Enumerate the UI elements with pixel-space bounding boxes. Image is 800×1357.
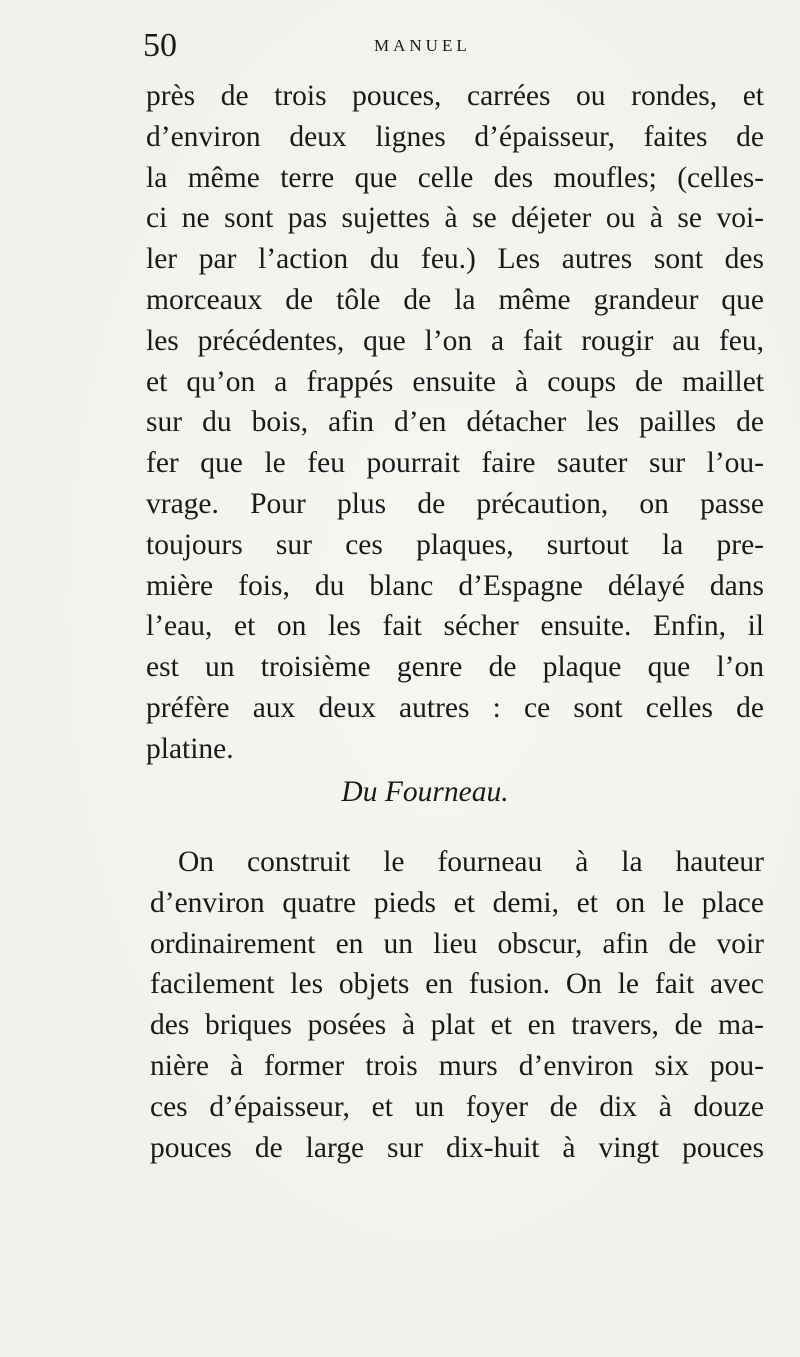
text-line: d’environ quatre pieds et demi, et on le place (150, 886, 764, 919)
text-line: toujours sur ces plaques, surtout la pre- (146, 528, 764, 561)
text-line: morceaux de tôle de la même grandeur que (146, 283, 764, 316)
text-line: fer que le feu pourrait faire sauter sur l’ou- (146, 447, 764, 480)
text-line: ordinairement en un lieu obscur, afin de voir (150, 927, 764, 960)
text-line: sur du bois, afin d’en détacher les pailles de (146, 406, 764, 439)
text-line: ci ne sont pas sujettes à se déjeter ou à se voi- (146, 202, 764, 235)
text-line: On construit le fourneau à la hauteur (178, 846, 764, 878)
text-line: des briques posées à plat et en travers, de ma- (150, 1009, 764, 1042)
paragraph-2 (150, 842, 764, 1168)
text-line: l’eau, et on les fait sécher ensuite. Enfin, il (146, 610, 764, 643)
text-line: près de trois pouces, carrées ou rondes, et (146, 80, 764, 112)
text-line: préfère aux deux autres : ce sont celles de (146, 691, 764, 724)
text-line: d’environ deux lignes d’épaisseur, faites de (146, 120, 764, 153)
text-line: vrage. Pour plus de précaution, on passe (146, 487, 764, 520)
section-heading: Du Fourneau. (341, 776, 509, 808)
text-line: et qu’on a frappés ensuite à coups de maillet (146, 365, 764, 398)
page-number: 50 (143, 27, 177, 64)
text-line: ces d’épaisseur, et un foyer de dix à douze (150, 1090, 764, 1123)
running-head: MANUEL (374, 36, 471, 55)
text-line: les précédentes, que l’on a fait rougir au feu, (146, 324, 764, 357)
text-line: pouces de large sur dix-huit à vingt pouces (150, 1131, 764, 1164)
paragraph-1 (146, 76, 764, 770)
text-line: ler par l’action du feu.) Les autres sont des (146, 243, 764, 276)
text-line: platine. (146, 732, 234, 765)
text-line: nière à former trois murs d’environ six pou- (150, 1049, 764, 1082)
text-line: mière fois, du blanc d’Espagne délayé dans (146, 569, 764, 602)
page-header (0, 26, 800, 66)
text-line: la même terre que celle des moufles; (celles- (146, 161, 764, 194)
text-line: est un troisième genre de plaque que l’on (146, 651, 764, 684)
text-line: facilement les objets en fusion. On le fait avec (150, 968, 764, 1001)
